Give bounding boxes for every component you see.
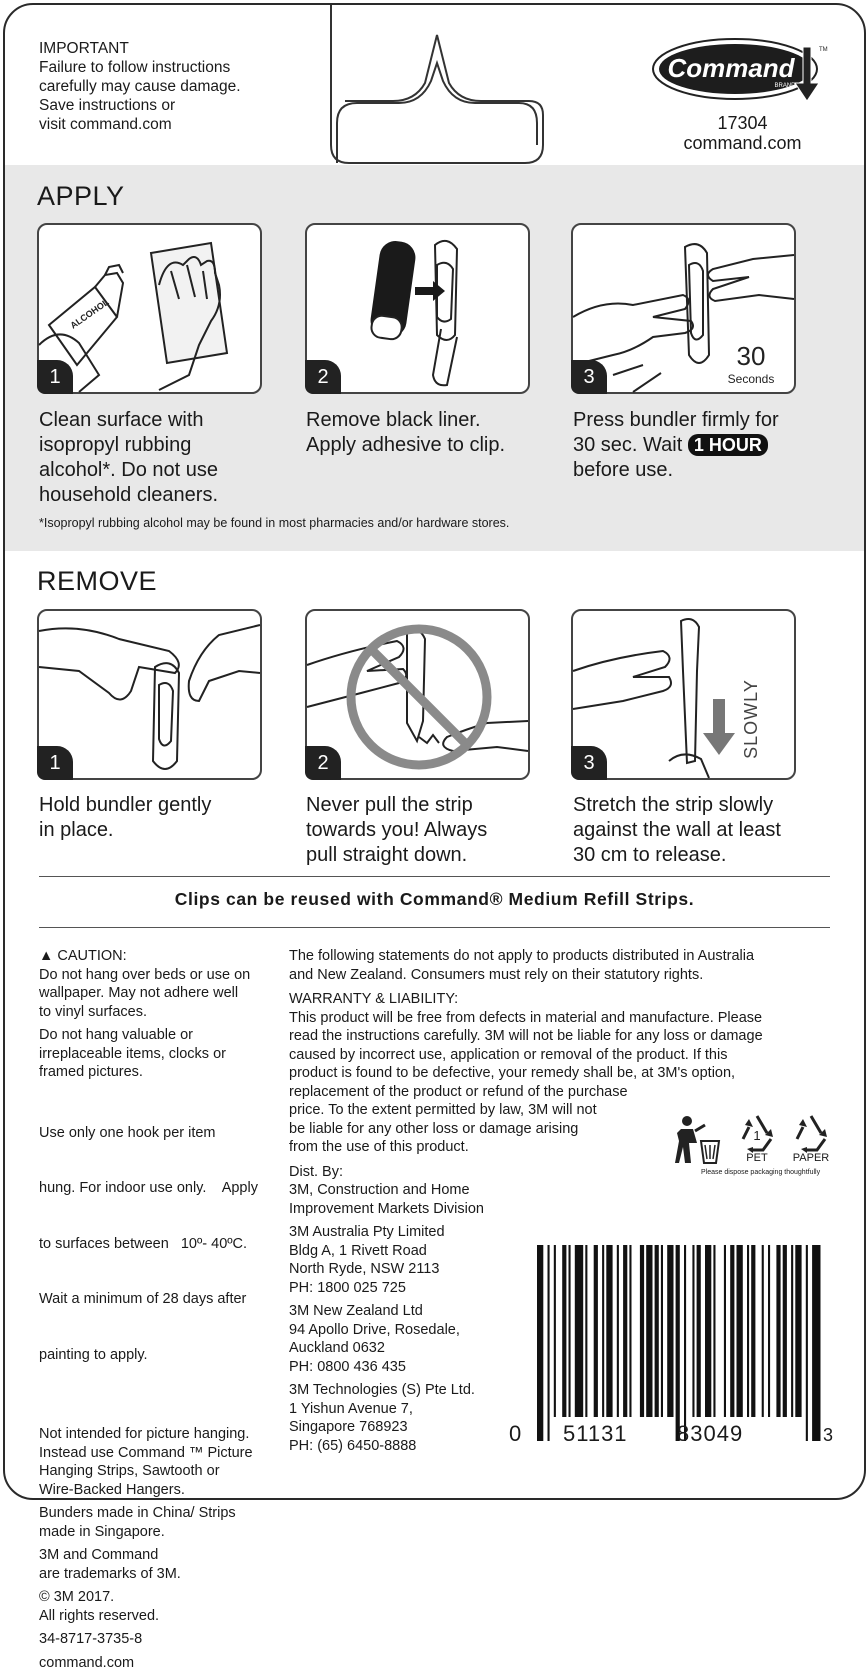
step-number-badge: 2 <box>305 746 341 780</box>
text-line: are trademarks of 3M. <box>39 1565 279 1584</box>
package-card <box>3 3 866 1500</box>
text-line: read the instructions carefully. 3M will not be liable for any loss or damage <box>289 1027 829 1046</box>
barcode-bars <box>533 1245 825 1445</box>
barcode-bar <box>562 1245 566 1417</box>
text-line: PH: 1800 025 725 <box>289 1279 829 1298</box>
text-line: Do not hang over beds or use on <box>39 966 279 985</box>
text-line: hung. For indoor use only. Apply <box>39 1179 279 1198</box>
barcode-bar <box>705 1245 711 1417</box>
text-line: painting to apply. <box>39 1346 279 1365</box>
important-line: IMPORTANT <box>39 39 289 58</box>
barcode-bar <box>776 1245 780 1417</box>
recycling-group <box>673 1113 833 1183</box>
caution-paragraph <box>39 1087 279 1402</box>
text-line: 3M Australia Pty Limited <box>289 1223 829 1242</box>
text-line: Hanging Strips, Sawtooth or <box>39 1462 279 1481</box>
caution-paragraph <box>39 1654 279 1672</box>
alcohol-footnote: *Isopropyl rubbing alcohol may be found in most pharmacies and/or hardware stores. <box>39 516 509 530</box>
barcode-bar <box>569 1245 571 1417</box>
barcode-bar <box>606 1245 612 1417</box>
barcode-bar <box>684 1245 686 1441</box>
text-line: Improvement Markets Division <box>289 1200 829 1219</box>
dispose-note: Please dispose packaging thoughtfully <box>701 1169 841 1176</box>
warning-icon: ▲ <box>39 948 53 964</box>
barcode-bar <box>617 1245 619 1417</box>
text-line: 1 Yishun Avenue 7, <box>289 1400 829 1419</box>
barcode-bar <box>629 1245 631 1417</box>
divider-bottom <box>39 927 830 928</box>
apply-step-1-panel <box>37 223 262 394</box>
barcode-bar <box>575 1245 583 1417</box>
text-line: Do not hang valuable or <box>39 1026 279 1045</box>
barcode-bar <box>661 1245 663 1417</box>
barcode-bar <box>548 1245 550 1441</box>
text-line: wallpaper. May not adhere well <box>39 984 279 1003</box>
text-line: Bunders made in China/ Strips <box>39 1504 279 1523</box>
text-line: command.com <box>39 1654 279 1672</box>
press-bundler-illustration <box>573 225 794 392</box>
barcode-bar <box>554 1245 556 1417</box>
barcode-bar <box>762 1245 764 1417</box>
text-line: PH: 0800 436 435 <box>289 1358 829 1377</box>
hold-bundler-illustration <box>39 611 260 778</box>
text-line: irreplaceable items, clocks or <box>39 1045 279 1064</box>
caption-line <box>573 433 833 458</box>
important-notice <box>39 39 289 134</box>
barcode-bar <box>791 1245 793 1417</box>
barcode-bar <box>692 1245 694 1417</box>
text-line: framed pictures. <box>39 1063 279 1082</box>
text-line: North Ryde, NSW 2113 <box>289 1260 829 1279</box>
barcode-bar <box>646 1245 652 1417</box>
barcode-group-2: 83049 <box>677 1421 743 1447</box>
text-line: be liable for any other loss or damage arising <box>289 1120 829 1139</box>
barcode-bar <box>730 1245 734 1417</box>
text-line: 34-8717-3735-8 <box>39 1630 279 1649</box>
important-line: Save instructions or <box>39 96 289 115</box>
text-line: 3M and Command <box>39 1546 279 1565</box>
important-line: carefully may cause damage. <box>39 77 289 96</box>
barcode-group-1: 51131 <box>563 1421 628 1447</box>
text-line: product is found to be defective, your remedy shall be, at 3M's option, <box>289 1064 829 1083</box>
barcode-bar <box>602 1245 604 1417</box>
timer-value: 30 <box>737 341 766 371</box>
remove-step-1-caption <box>39 793 289 843</box>
text-line: Instead use Command ™ Picture <box>39 1444 279 1463</box>
caution-paragraph <box>39 1504 279 1541</box>
caption-line: pull straight down. <box>306 843 556 868</box>
text-line: made in Singapore. <box>39 1523 279 1542</box>
step-number-badge: 1 <box>37 746 73 780</box>
barcode-bar <box>640 1245 644 1417</box>
paper-recycle-icon <box>789 1113 833 1153</box>
caption-line: towards you! Always <box>306 818 556 843</box>
text-line: Bldg A, 1 Rivett Road <box>289 1242 829 1261</box>
caution-paragraph <box>39 1546 279 1583</box>
barcode-bar <box>747 1245 749 1417</box>
text-line: 3M, Construction and Home <box>289 1181 829 1200</box>
remove-step-3-panel <box>571 609 796 780</box>
caution-paragraph <box>39 1026 279 1082</box>
text-line: Not intended for picture hanging. <box>39 1425 279 1444</box>
remove-step-1-panel <box>37 609 262 780</box>
caution-column <box>39 947 279 1672</box>
slowly-label: SLOWLY <box>741 679 761 759</box>
caption-line: Apply adhesive to clip. <box>306 433 556 458</box>
brand-name: Command <box>667 53 795 83</box>
caption-line: Press bundler firmly for <box>573 408 833 433</box>
barcode-bar <box>537 1245 543 1441</box>
reuse-note: Clips can be reused with Command® Medium Refill Strips. <box>5 889 864 910</box>
slowly-arrow-icon <box>713 699 725 735</box>
text-line: caused by incorrect use, application or removal of the product. If this <box>289 1046 829 1065</box>
caution-heading <box>39 947 279 966</box>
text-line: Wire-Backed Hangers. <box>39 1481 279 1500</box>
timer-unit: Seconds <box>728 372 775 386</box>
text-line: 3M New Zealand Ltd <box>289 1302 829 1321</box>
remove-step-2-caption <box>306 793 556 868</box>
text-line: All rights reserved. <box>39 1607 279 1626</box>
caption-line: against the wall at least <box>573 818 833 843</box>
important-line: Failure to follow instructions <box>39 58 289 77</box>
pet-recycle-icon <box>735 1113 779 1153</box>
tidyman-icon <box>673 1113 723 1167</box>
barcode-right-digit: 3 <box>823 1425 834 1446</box>
caution-paragraph <box>39 1425 279 1499</box>
caption-line: Never pull the strip <box>306 793 556 818</box>
barcode-bar <box>795 1245 801 1417</box>
brand-sub: BRAND <box>774 83 796 89</box>
hanger-hole <box>331 5 543 168</box>
caption-line: household cleaners. <box>39 483 289 508</box>
never-pull-illustration <box>307 611 528 778</box>
step-number-badge: 2 <box>305 360 341 394</box>
caption-line: 30 cm to release. <box>573 843 833 868</box>
pet-label: PET <box>735 1152 779 1164</box>
one-hour-badge: 1 HOUR <box>688 434 768 456</box>
barcode-bar <box>724 1245 726 1417</box>
text-line: Use only one hook per item <box>39 1124 279 1143</box>
text-line: from the use of this product. <box>289 1138 829 1157</box>
text-line: Singapore 768923 <box>289 1418 829 1437</box>
barcode-bar <box>806 1245 808 1441</box>
step-number-badge: 3 <box>571 746 607 780</box>
barcode-bar <box>751 1245 755 1417</box>
remove-step-2-panel <box>305 609 530 780</box>
barcode-bar <box>737 1245 743 1417</box>
stretch-strip-illustration <box>573 611 794 778</box>
apply-title: APPLY <box>37 181 125 212</box>
text-line: © 3M 2017. <box>39 1588 279 1607</box>
barcode-bar <box>676 1245 680 1441</box>
apply-step-2-caption <box>306 408 556 458</box>
caution-paragraph <box>39 966 279 1022</box>
apply-step-1-caption <box>39 408 289 508</box>
caption-line: Hold bundler gently <box>39 793 289 818</box>
brand-tm: TM <box>819 47 828 53</box>
barcode-bar <box>697 1245 701 1417</box>
caution-paragraph <box>39 1588 279 1625</box>
text-line: 3M Technologies (S) Pte Ltd. <box>289 1381 829 1400</box>
step-number-badge: 3 <box>571 360 607 394</box>
paper-label: PAPER <box>785 1152 837 1164</box>
barcode-bar <box>667 1245 673 1417</box>
caution-paragraph <box>39 1630 279 1649</box>
caption-text: 30 sec. Wait <box>573 434 682 456</box>
caption-line: Clean surface with <box>39 408 289 433</box>
apply-step-3-panel <box>571 223 796 394</box>
remove-step-3-caption <box>573 793 833 868</box>
important-line: visit command.com <box>39 115 289 134</box>
apply-step-3-caption <box>573 408 833 483</box>
text-line: This product will be free from defects in material and manufacture. Please <box>289 1009 829 1028</box>
text-line: to vinyl surfaces. <box>39 1003 279 1022</box>
caption-line: Remove black liner. <box>306 408 556 433</box>
barcode-bar <box>783 1245 787 1417</box>
barcode-left-digit: 0 <box>509 1421 522 1447</box>
step-number-badge: 1 <box>37 360 73 394</box>
text-line: to surfaces between 10º- 40ºC. <box>39 1235 279 1254</box>
caption-line: alcohol*. Do not use <box>39 458 289 483</box>
text-line: Auckland 0632 <box>289 1339 829 1358</box>
divider-top <box>39 876 830 877</box>
header-website: command.com <box>665 133 820 153</box>
text-line: The following statements do not apply to products distributed in Australia <box>289 947 829 966</box>
text-line: 94 Apollo Drive, Rosedale, <box>289 1321 829 1340</box>
caution-heading-text: CAUTION: <box>57 948 126 964</box>
barcode <box>533 1245 825 1445</box>
product-code: 17304 <box>665 113 820 133</box>
barcode-bar <box>623 1245 627 1417</box>
remove-title: REMOVE <box>37 566 157 597</box>
caption-line: before use. <box>573 458 833 483</box>
legal-statement <box>289 947 829 984</box>
barcode-bar <box>585 1245 587 1417</box>
pet-number: 1 <box>753 1128 760 1143</box>
command-logo <box>653 37 828 107</box>
barcode-bar <box>655 1245 659 1417</box>
text-line: replacement of the product or refund of the purchase <box>289 1083 829 1102</box>
barcode-bar <box>713 1245 715 1417</box>
text-line: and New Zealand. Consumers must rely on their statutory rights. <box>289 966 829 985</box>
barcode-bar <box>594 1245 598 1417</box>
apply-step-2-panel <box>305 223 530 394</box>
clean-surface-illustration <box>39 225 260 392</box>
alcohol-label: ALCOHOL <box>68 297 111 331</box>
remove-liner-illustration <box>307 225 528 392</box>
caption-line: Stretch the strip slowly <box>573 793 833 818</box>
text-line: PH: (65) 6450-8888 <box>289 1437 829 1456</box>
barcode-bar <box>768 1245 770 1417</box>
warranty-heading: WARRANTY & LIABILITY: <box>289 990 829 1009</box>
text-line: Dist. By: <box>289 1163 829 1182</box>
barcode-bar <box>812 1245 820 1441</box>
text-line: price. To the extent permitted by law, 3M will not <box>289 1101 829 1120</box>
product-code-block <box>665 113 820 153</box>
caption-line: in place. <box>39 818 289 843</box>
text-line: Wait a minimum of 28 days after <box>39 1290 279 1309</box>
caption-line: isopropyl rubbing <box>39 433 289 458</box>
